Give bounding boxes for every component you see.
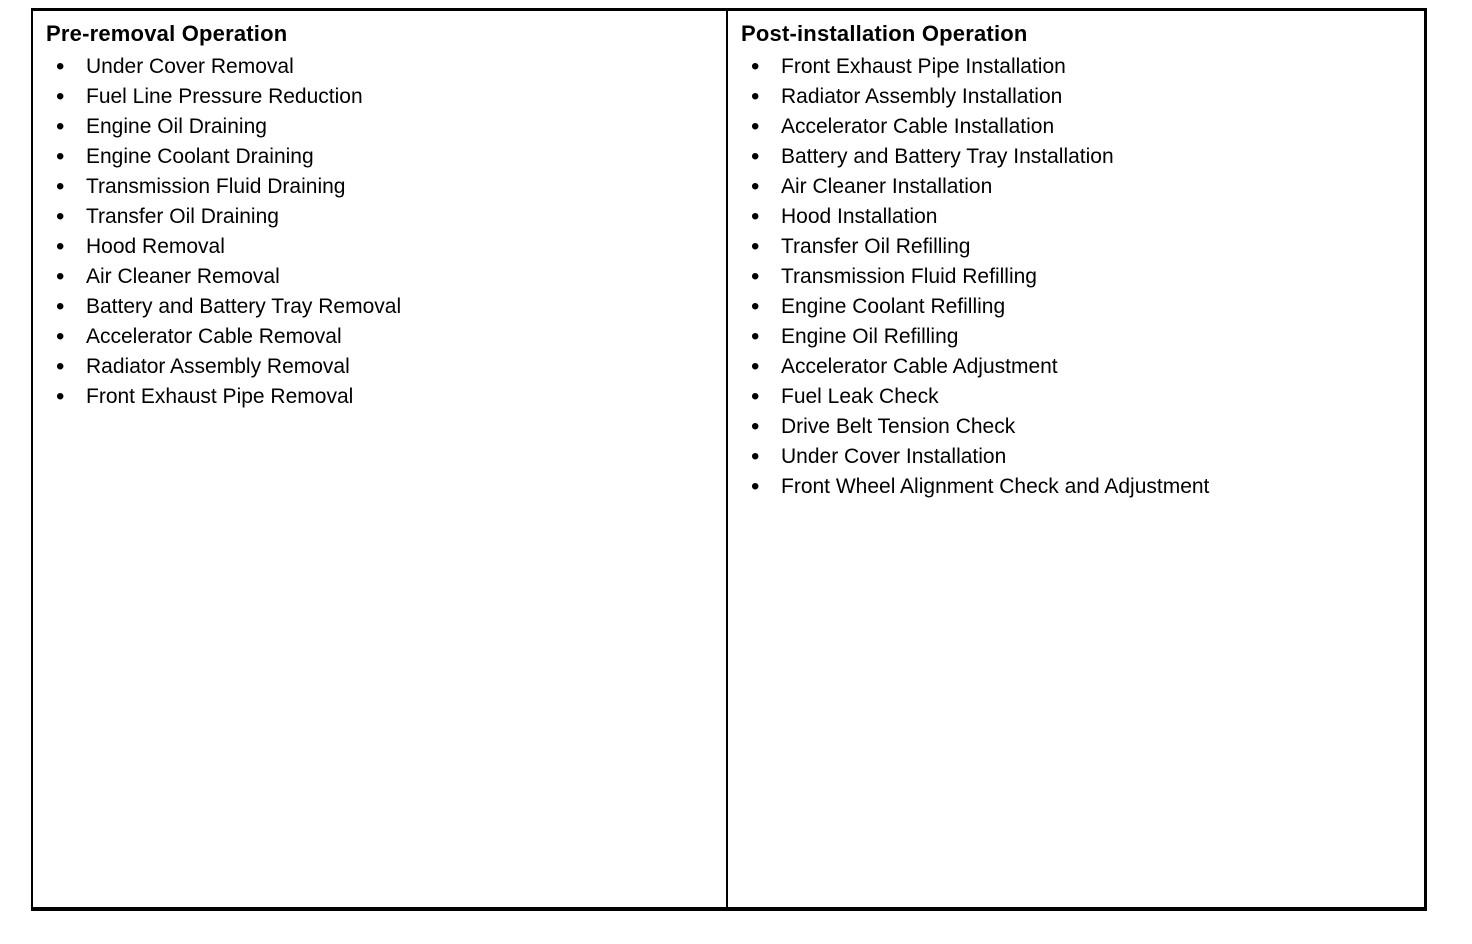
list-item-label: Accelerator Cable Adjustment — [781, 355, 1058, 378]
bullet-icon: • — [751, 413, 760, 440]
list-item — [741, 52, 1416, 82]
pre-removal-list — [46, 52, 718, 412]
list-item — [741, 142, 1416, 172]
list-item — [46, 52, 718, 82]
list-item — [46, 232, 718, 262]
bullet-icon: • — [56, 53, 65, 80]
list-item — [46, 142, 718, 172]
list-item — [741, 382, 1416, 412]
list-item — [741, 262, 1416, 292]
list-item — [46, 172, 718, 202]
pre-removal-title: Pre-removal Operation — [46, 21, 288, 46]
bullet-icon: • — [751, 113, 760, 140]
bullet-icon: • — [751, 383, 760, 410]
list-item — [46, 292, 718, 322]
list-item-label: Under Cover Removal — [86, 55, 294, 78]
list-item — [741, 172, 1416, 202]
bullet-icon: • — [751, 443, 760, 470]
list-item-label: Front Exhaust Pipe Installation — [781, 55, 1066, 78]
bullet-icon: • — [56, 83, 65, 110]
list-item-label: Transfer Oil Refilling — [781, 235, 971, 258]
bullet-icon: • — [751, 263, 760, 290]
bullet-icon: • — [751, 473, 760, 500]
list-item — [741, 322, 1416, 352]
bullet-icon: • — [751, 203, 760, 230]
operations-table — [31, 8, 1427, 911]
list-item-label: Transmission Fluid Refilling — [781, 265, 1037, 288]
list-item-label: Front Wheel Alignment Check and Adjustment — [781, 475, 1210, 498]
post-installation-title: Post-installation Operation — [741, 21, 1028, 46]
list-item-label: Engine Coolant Draining — [86, 145, 314, 168]
list-item-label: Hood Installation — [781, 205, 938, 228]
bullet-icon: • — [56, 293, 65, 320]
list-item — [46, 202, 718, 232]
list-item-label: Air Cleaner Removal — [86, 265, 280, 288]
bullet-icon: • — [751, 293, 760, 320]
list-item-label: Engine Oil Draining — [86, 115, 267, 138]
list-item — [741, 292, 1416, 322]
list-item — [741, 202, 1416, 232]
list-item-label: Fuel Leak Check — [781, 385, 939, 408]
bullet-icon: • — [751, 83, 760, 110]
list-item-label: Accelerator Cable Installation — [781, 115, 1055, 138]
pre-removal-column — [33, 11, 728, 907]
list-item-label: Fuel Line Pressure Reduction — [86, 85, 363, 108]
bullet-icon: • — [56, 233, 65, 260]
post-installation-column — [728, 11, 1424, 907]
list-item — [46, 262, 718, 292]
list-item-label: Battery and Battery Tray Installation — [781, 145, 1114, 168]
bullet-icon: • — [751, 173, 760, 200]
bullet-icon: • — [751, 353, 760, 380]
bullet-icon: • — [751, 323, 760, 350]
bullet-icon: • — [751, 233, 760, 260]
list-item — [741, 82, 1416, 112]
list-item-label: Engine Oil Refilling — [781, 325, 959, 348]
list-item — [46, 112, 718, 142]
list-item — [46, 382, 718, 412]
list-item-label: Engine Coolant Refilling — [781, 295, 1006, 318]
list-item — [741, 232, 1416, 262]
list-item-label: Accelerator Cable Removal — [86, 325, 342, 348]
bullet-icon: • — [751, 143, 760, 170]
list-item-label: Transmission Fluid Draining — [86, 175, 346, 198]
list-item — [741, 352, 1416, 382]
list-item-label: Battery and Battery Tray Removal — [86, 295, 402, 318]
bullet-icon: • — [56, 203, 65, 230]
bullet-icon: • — [56, 323, 65, 350]
list-item — [46, 352, 718, 382]
list-item-label: Drive Belt Tension Check — [781, 415, 1016, 438]
list-item-label: Hood Removal — [86, 235, 225, 258]
list-item — [46, 322, 718, 352]
bullet-icon: • — [751, 53, 760, 80]
list-item-label: Air Cleaner Installation — [781, 175, 993, 198]
list-item — [741, 412, 1416, 442]
post-installation-list — [741, 52, 1416, 502]
list-item — [46, 82, 718, 112]
list-item-label: Front Exhaust Pipe Removal — [86, 385, 354, 408]
list-item-label: Radiator Assembly Removal — [86, 355, 350, 378]
list-item-label: Transfer Oil Draining — [86, 205, 279, 228]
bullet-icon: • — [56, 353, 65, 380]
list-item — [741, 472, 1416, 502]
list-item — [741, 442, 1416, 472]
bullet-icon: • — [56, 173, 65, 200]
bullet-icon: • — [56, 143, 65, 170]
bullet-icon: • — [56, 383, 65, 410]
list-item-label: Under Cover Installation — [781, 445, 1007, 468]
bullet-icon: • — [56, 263, 65, 290]
list-item — [741, 112, 1416, 142]
bullet-icon: • — [56, 113, 65, 140]
list-item-label: Radiator Assembly Installation — [781, 85, 1063, 108]
